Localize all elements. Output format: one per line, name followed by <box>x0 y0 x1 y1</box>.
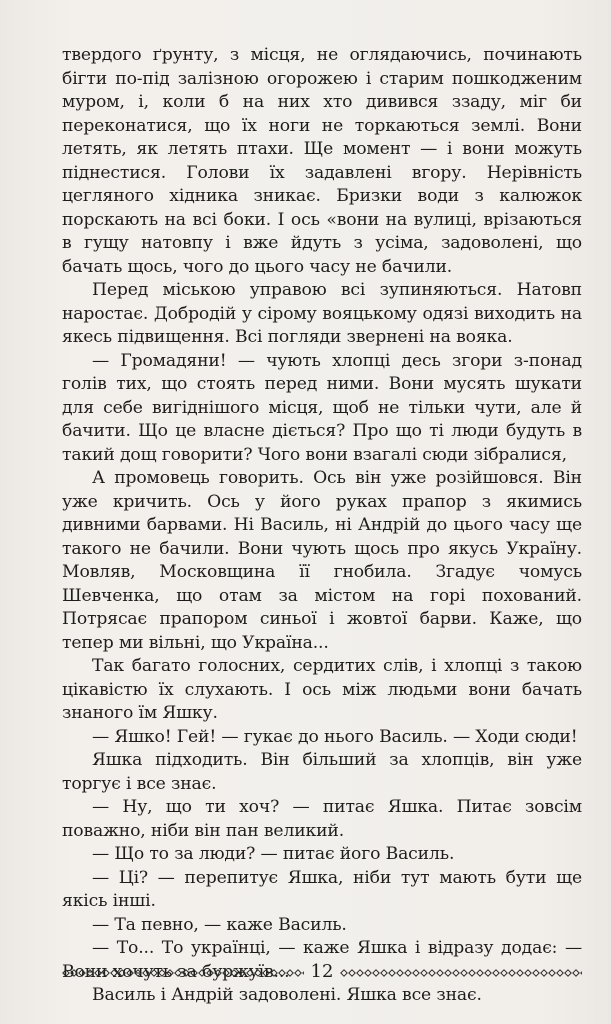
paragraph: Яшка підходить. Він більший за хлопців, він уже торгує і все знає. <box>62 750 582 794</box>
paragraph: твердого ґрунту, з місця, не оглядаючись, починають бігти по-під залізною огорожею і старим пошкодженим муром, і, коли б на них хто дивився ззаду, міг би переконатися, що їх ноги не торкаються землі. Вони летять, як летять птахи. Ще момент — і вони можуть піднестися. Голови їх задавлені вгору. Нерівність цегляного хідника зникає. Бризки води з калюжок порскають на всі боки. І ось «вони на вулиці, врізаються в гущу натовпу і вже йдуть з усіма, задоволені, що бачать щось, чого до цього часу не бачили. <box>62 45 582 277</box>
page-footer <box>62 958 582 988</box>
paragraph: — Що то за люди? — питає його Василь. <box>92 844 455 864</box>
body-text <box>62 44 582 1008</box>
paragraph: А промовець говорить. Ось він уже розійшовся. Він уже кричить. Ось у його руках прапор з якимись дивними барвами. Ні Василь, ні Андрій до цього часу ще такого не бачили. Вони чують щось про якусь Україну. Мовляв, Московщина її гнобила. Згадує чомусь Шевченка, що отам за містом на горі похований. Потрясає прапором синьої і жовтої барви. Каже, що тепер ми вільні, що Україна... <box>62 468 582 653</box>
paragraph: — Та певно, — каже Василь. <box>92 914 347 935</box>
paragraph: — Ці? — перепитує Яшка, ніби тут мають бути ще якісь інші. <box>62 867 582 911</box>
paragraph: — Яшко! Гей! — гукає до нього Василь. — Ходи сюди! <box>92 726 578 747</box>
paragraph: — То... То українці, — каже Яшка і відразу додає: — <box>92 938 582 958</box>
page-number: 12 <box>310 961 334 982</box>
paragraph: — Ну, що ти хоч? — питає Яшка. Питає зовсім поважно, ніби він пан великий. <box>62 797 582 841</box>
paragraph: Перед міською управою всі зупиняються. Натовп наростає. Добродій у сірому вояцькому одязі виходить на якесь підвищення. Всі погляди звернені на вояка. <box>62 280 582 347</box>
paragraph: Василь і Андрій задоволені. Яшка все знає. <box>92 985 482 1005</box>
paragraph: Так багато голосних, сердитих слів, і хлопці з такою цікавістю їх слухають. І ось між людьми вони бачать знаного їм Яшку. <box>62 656 582 723</box>
paragraph: — Громадяни! — чують хлопці десь згори з-понад голів тих, що стоять перед ними. Вони мусять шукати для себе вигіднішого місця, щоб не тільки чути, але й бачити. Що це власне діється? Про що ті люди будуть в такий дощ говорити? Чого вони взагалі сюди зібралися, <box>62 350 582 465</box>
right-ornament <box>340 969 582 977</box>
